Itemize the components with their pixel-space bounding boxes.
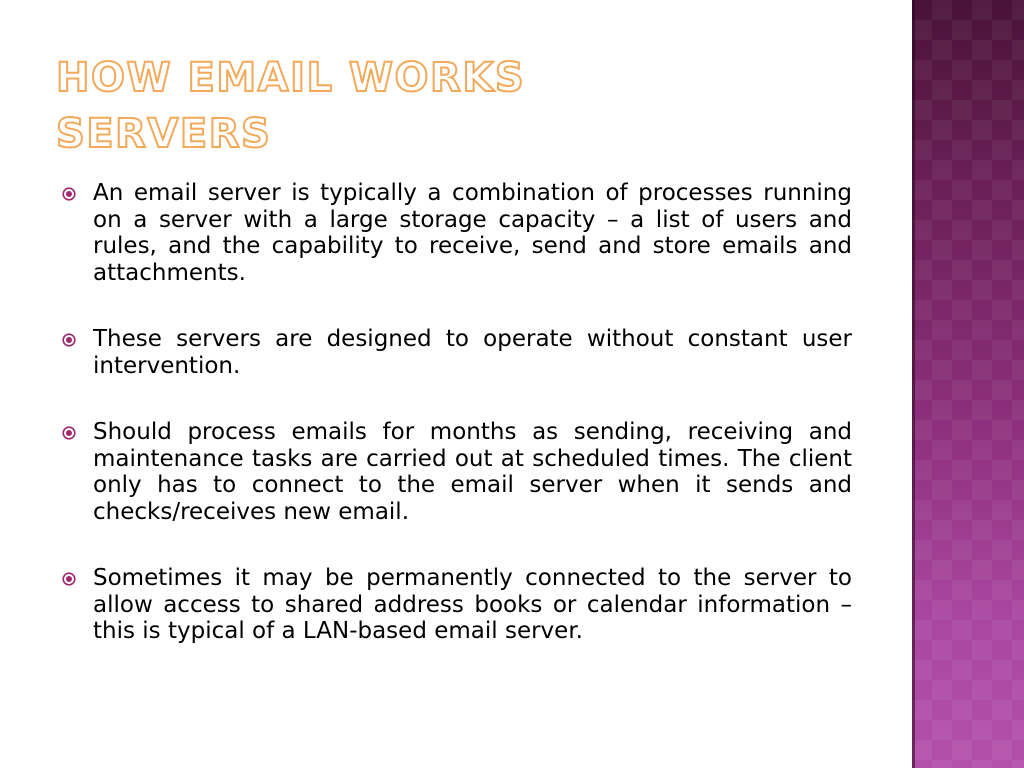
bullet-item (62, 180, 852, 286)
decorative-side-band (912, 0, 1024, 768)
bullet-item (62, 419, 852, 525)
radio-bullet-icon (62, 187, 76, 201)
bullet-item (62, 326, 852, 379)
radio-bullet-icon (62, 333, 76, 347)
radio-bullet-icon (62, 572, 76, 586)
title-line-2: SERVERS (56, 111, 272, 157)
title-line-1: HOW EMAIL WORKS (56, 55, 526, 101)
bullet-text: An email server is typically a combination of processes running on a server with a large storage capacity – a list of users and rules, and the capability to receive, send and store emails and attachments. (93, 180, 852, 286)
side-band-edge (912, 0, 915, 768)
bullet-text: Should process emails for months as sending, receiving and maintenance tasks are carried out at scheduled times. The client only has to connect to the email server when it sends and checks/receives new email. (93, 419, 852, 525)
bullet-text: Sometimes it may be permanently connected to the server to allow access to shared address books or calendar information – this is typical of a LAN-based email server. (93, 565, 852, 644)
bullet-text: These servers are designed to operate without constant user intervention. (93, 326, 852, 379)
diamond-pattern (912, 0, 1024, 768)
bullet-item (62, 565, 852, 645)
radio-bullet-icon (62, 426, 76, 440)
bullet-list (62, 180, 852, 685)
slide-title (56, 50, 525, 162)
